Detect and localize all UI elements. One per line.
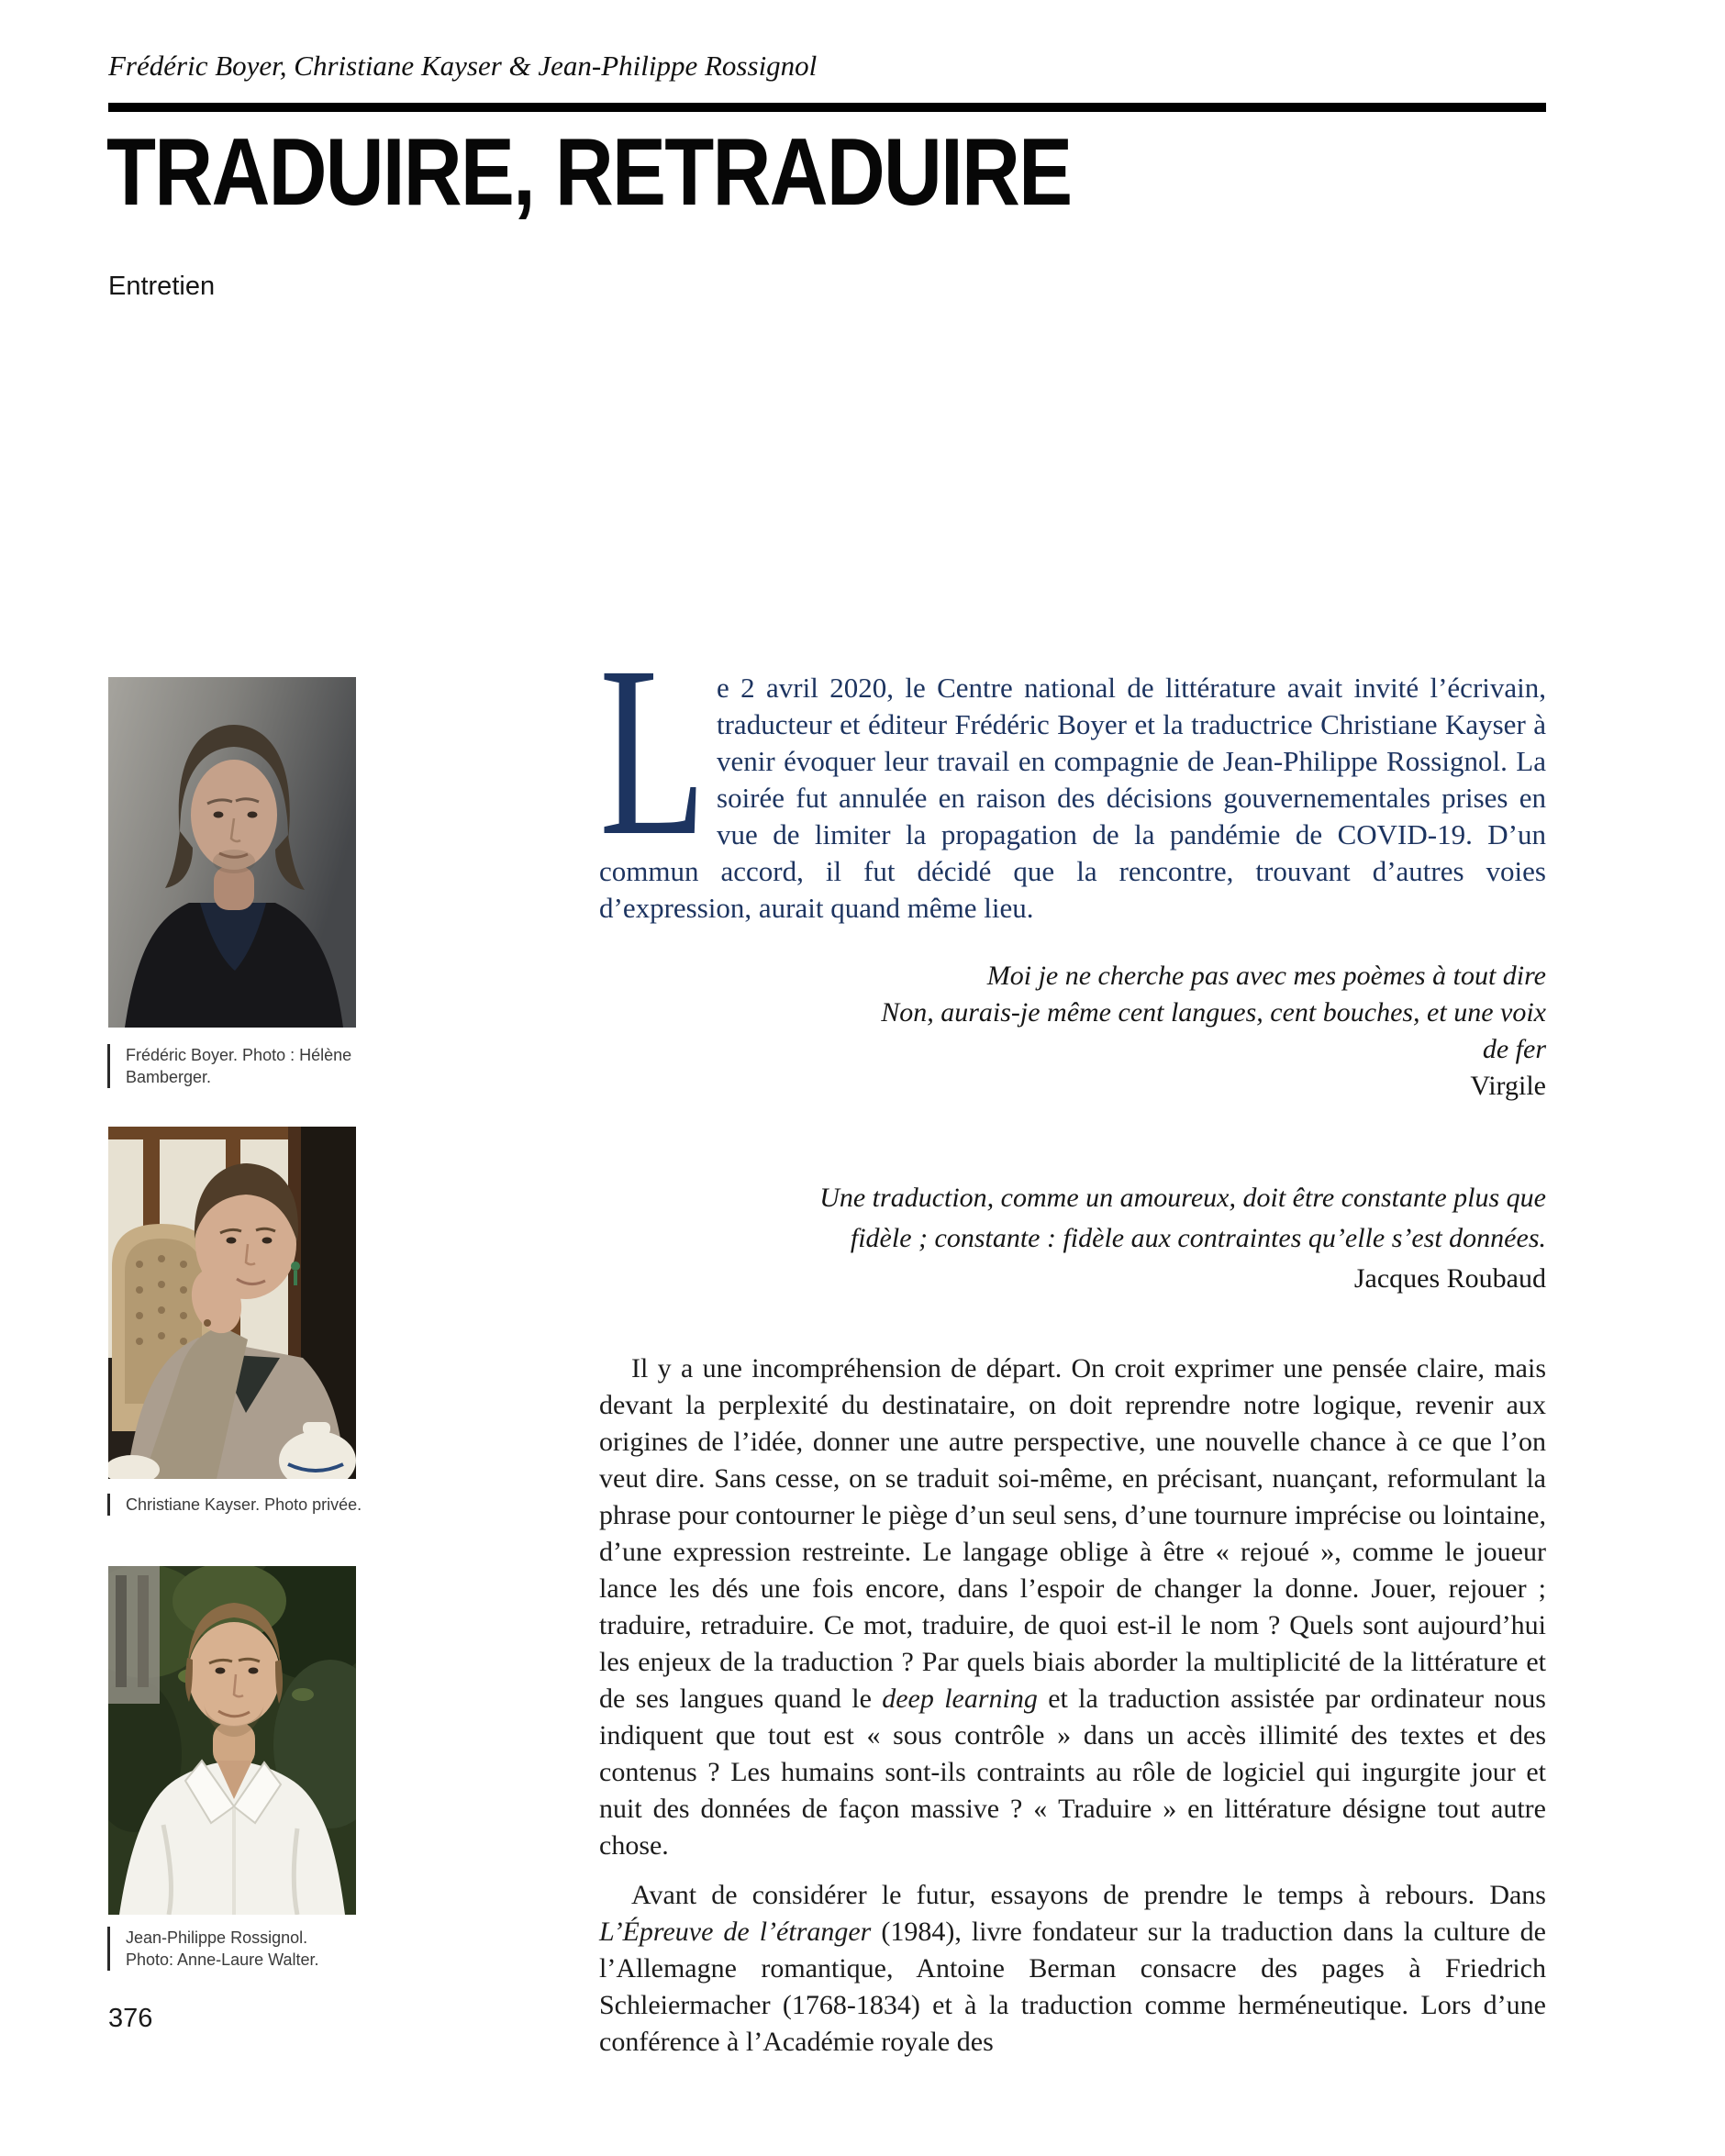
epigraph-lines: Une traduction, comme un amoureux, doit être constante plus que fidèle ; constante : fidèle aux contraintes qu’elle s’est données. [819,1183,1546,1253]
article-title: TRADUIRE, RETRADUIRE [106,119,1072,226]
body-paragraph: Il y a une incompréhension de départ. On croit exprimer une pensée claire, mais devant la perplexité du destinataire, on doit reprendre notre logique, revenir aux origines de l’idée, donner une autre perspective, une nouvelle chance à ce que l’on veut dire. Sans cesse, on se traduit soi-même, en précisant, nuançant, reformulant la phrase pour contourner le piège d’un seul sens, d’une tournure imprécise ou lointaine, d’une expression restreinte. Le langage oblige à être « rejoué », comme le joueur lance les dés une fois encore, dans l’espoir de changer la donne. Jouer, rejouer ; traduire, retraduire. Ce mot, traduire, de quoi est-il le nom ? Quels sont aujourd’hui les enjeux de la traduction ? Par quels biais aborder la multiplicité de la littérature et de ses langues quand le deep learning et la traduction assistée par ordinateur nous indiquent que tout est « sous contrôle » dans un accès illimité des textes et des contenus ? Les humains sont-ils contraints au rôle de logiciel qui ingurgite jour et nuit des données de façon massive ? « Traduire » en littérature désigne tout autre chose. [599,1353,1546,1861]
epigraph-attribution: Virgile [1470,1071,1546,1101]
photo-caption-frederic-boyer: Frédéric Boyer. Photo : Hélène Bamberger. [107,1044,401,1088]
article-body [599,1350,1546,2061]
epigraph-attribution: Jacques Roubaud [1353,1263,1546,1294]
photo-frederic-boyer [108,677,356,1028]
epigraph-virgile [599,958,1546,1105]
intro-paragraph [599,616,1546,927]
photo-christiane-kayser [108,1127,356,1479]
photo-jean-philippe-rossignol-image [108,1566,356,1915]
photo-caption-jean-philippe-rossignol: Jean-Philippe Rossignol. Photo: Anne-Laure Walter. [107,1927,401,1971]
photo-caption-christiane-kayser: Christiane Kayser. Photo privée. [107,1494,401,1516]
epigraph-roubaud [599,1178,1546,1299]
epigraph-lines: Moi je ne cherche pas avec mes poèmes à tout dire Non, aurais-je même cent langues, cent bouches, et une voix de fer [881,961,1546,1064]
photo-jean-philippe-rossignol [108,1566,356,1915]
authors-line: Frédéric Boyer, Christiane Kayser & Jean-Philippe Rossignol [108,50,818,82]
photo-christiane-kayser-image [108,1127,356,1479]
drop-cap: L [599,616,707,886]
intro-text: e 2 avril 2020, le Centre national de littérature avait invité l’écrivain, traducteur et éditeur Frédéric Boyer et la traductrice Christiane Kayser à venir évoquer leur travail en compagnie de Jean-Philippe Rossignol. La soirée fut annulée en raison des décisions gouvernementales prises en vue de limiter la propagation de la pandémie de COVID-19. D’un commun accord, il fut décidé que la rencontre, trouvant d’autres voies d’expression, aurait quand même lieu. [599,672,1546,924]
page-number: 376 [108,2004,153,2033]
header-rule [108,103,1546,112]
genre-label: Entretien [108,272,216,301]
body-paragraph: Avant de considérer le futur, essayons de prendre le temps à rebours. Dans L’Épreuve de l’étranger (1984), livre fondateur sur la traduction dans la culture de l’Allemagne romantique, Antoine Berman consacre des pages à Friedrich Schleiermacher (1768-1834) et à la traduction comme herméneutique. Lors d’une conférence à l’Académie royale des [599,1880,1546,2057]
photo-frederic-boyer-image [108,677,356,1028]
